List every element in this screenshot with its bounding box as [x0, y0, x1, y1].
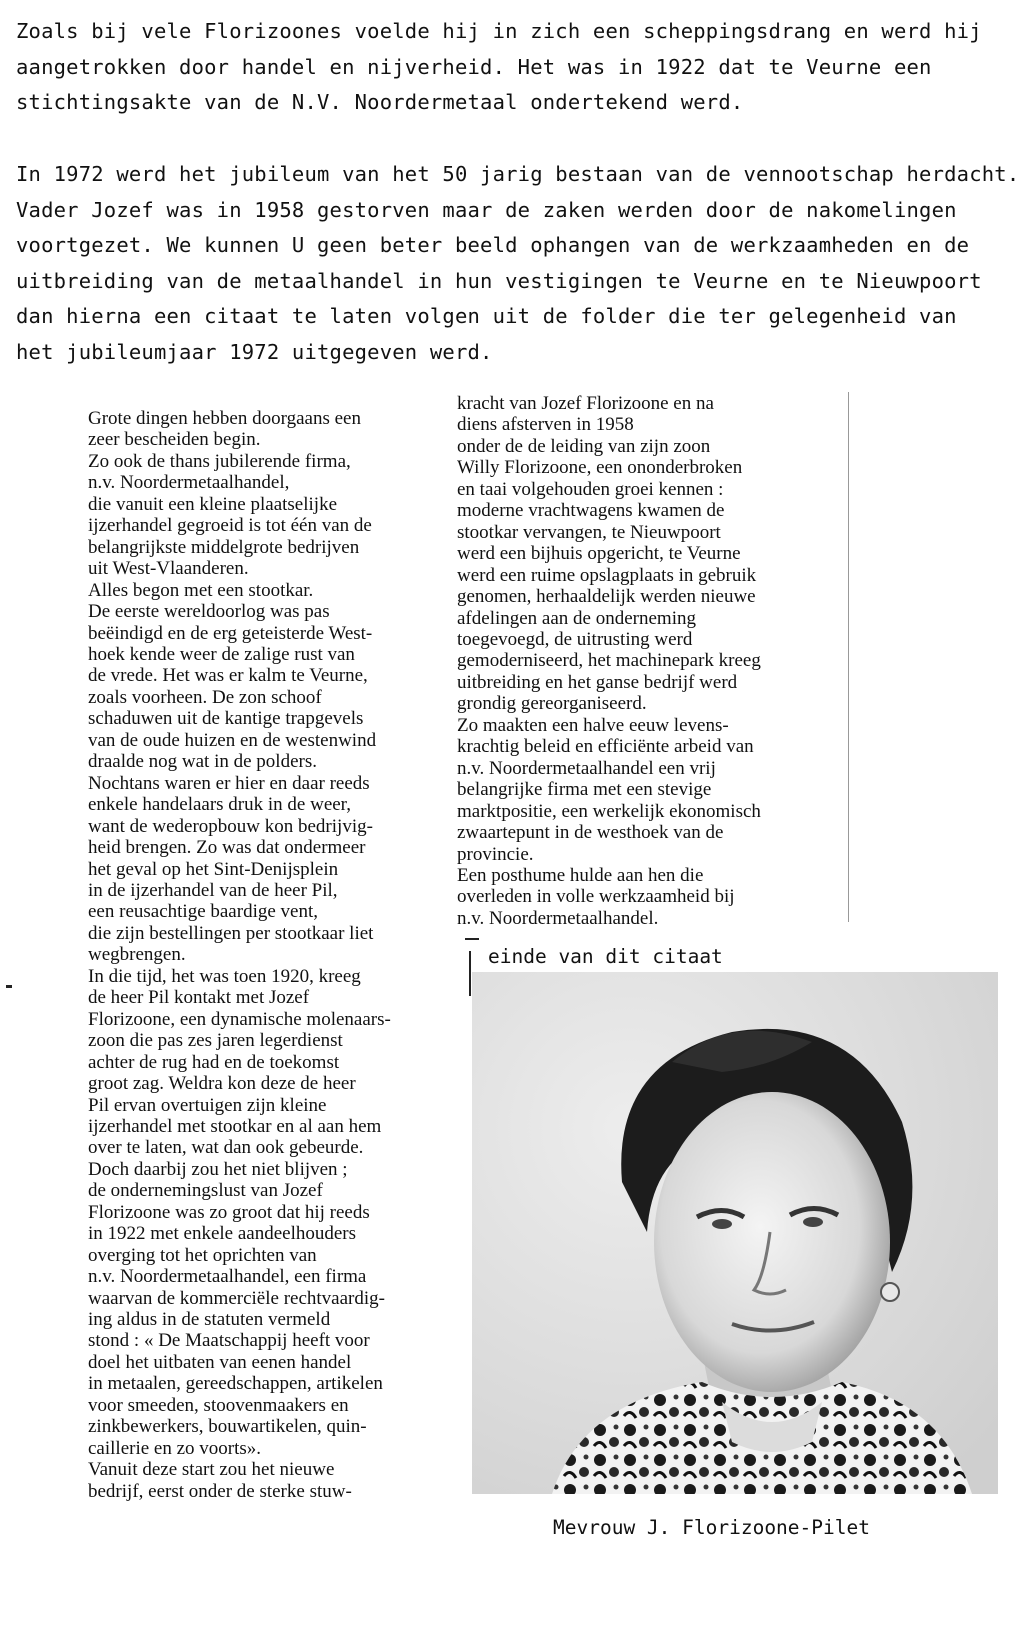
- intro-line: Vader Jozef was in 1958 gestorven maar de zaken werden door de nakomelingen: [16, 197, 957, 222]
- quote-line: uit West-Vlaanderen.: [88, 558, 249, 580]
- intro-line: voortgezet. We kunnen U geen beter beeld ophangen van de werkzaamheden en de: [16, 233, 970, 257]
- quote-line: beëindigd en de erg geteisterde West-: [88, 622, 373, 644]
- quote-line: n.v. Noordermetaalhandel,: [88, 472, 290, 494]
- quote-line: de vrede. Het was er kalm te Veurne,: [88, 665, 368, 687]
- quote-line: gemoderniseerd, het machinepark kreeg: [457, 650, 761, 672]
- quote-end-label: einde van dit citaat: [488, 945, 723, 968]
- quote-line: overleden in volle werkzaamheid bij: [457, 886, 735, 908]
- quote-line: enkele handelaars druk in de weer,: [88, 794, 352, 816]
- quote-line: zwaartepunt in de westhoek van de: [457, 822, 724, 844]
- quote-line: en taai volgehouden groei kennen :: [457, 478, 724, 500]
- quote-line: in de ijzerhandel van de heer Pil,: [88, 879, 338, 901]
- quote-line: groot zag. Weldra kon deze de heer: [88, 1073, 356, 1095]
- quote-line: n.v. Noordermetaalhandel.: [457, 907, 659, 929]
- quote-line: Vanuit deze start zou het nieuwe: [88, 1459, 335, 1481]
- quote-line: hoek kende weer de zalige rust van: [88, 643, 355, 665]
- quote-line: Doch daarbij zou het niet blijven ;: [88, 1158, 348, 1180]
- intro-line: Zoals bij vele Florizoones voelde hij in zich een scheppingsdrang en werd hij: [16, 19, 982, 43]
- quote-line: wegbrengen.: [88, 944, 186, 966]
- intro-line: uitbreiding van de metaalhandel in hun vestigingen te Veurne en te Nieuwpoort: [16, 268, 982, 293]
- quote-line: caillerie en zo voorts».: [88, 1437, 262, 1459]
- quote-line: Een posthume hulde aan hen die: [457, 864, 704, 886]
- quote-line: doel het uitbaten van eenen handel: [88, 1351, 352, 1373]
- quote-line: De eerste wereldoorlog was pas: [88, 601, 330, 623]
- quote-line: die zijn bestellingen per stootkaar liet: [88, 922, 374, 944]
- quote-line: moderne vrachtwagens kwamen de: [457, 500, 725, 522]
- quote-line: want de wederopbouw kon bedrijvig-: [88, 815, 373, 837]
- quote-line: zoon die pas zes jaren legerdienst: [88, 1030, 343, 1052]
- quote-line: zinkbewerkers, bouwartikelen, quin-: [88, 1416, 367, 1438]
- intro-line: het jubileumjaar 1972 uitgegeven werd.: [16, 339, 493, 364]
- quote-line: Zo maakten een halve eeuw levens-: [457, 714, 729, 736]
- quote-line: Zo ook de thans jubilerende firma,: [88, 450, 351, 472]
- quote-line: onder de de leiding van zijn zoon: [457, 435, 711, 457]
- quote-line: zoals voorheen. De zon schoof: [88, 686, 322, 708]
- quote-line: de heer Pil kontakt met Jozef: [88, 987, 310, 1009]
- quote-line: marktpositie, een werkelijk ekonomisch: [457, 800, 761, 822]
- quote-line: het geval op het Sint-Denijsplein: [88, 858, 339, 880]
- quote-line: overging tot het oprichten van: [88, 1244, 317, 1266]
- quote-line: n.v. Noordermetaalhandel een vrij: [457, 757, 716, 779]
- quote-line: Alles begon met een stootkar.: [88, 579, 314, 601]
- quote-line: Grote dingen hebben doorgaans een: [88, 408, 361, 429]
- quote-line: waarvan de kommerciële rechtvaardig-: [88, 1287, 385, 1309]
- quote-line: toegevoegd, de uitrusting werd: [457, 628, 693, 650]
- intro-line: dan hierna een citaat te laten volgen uit de folder die ter gelegenheid van: [16, 304, 957, 328]
- quote-line: afdelingen aan de onderneming: [457, 607, 696, 629]
- portrait-photo: [472, 972, 998, 1494]
- quote-end-dash: [465, 938, 479, 940]
- quote-line: In die tijd, het was toen 1920, kreeg: [88, 965, 361, 987]
- quote-left-column: [88, 408, 446, 1502]
- quote-line: werd een bijhuis opgericht, te Veurne: [457, 543, 741, 565]
- quote-line: provincie.: [457, 843, 534, 865]
- quote-line: belangrijkste middelgrote bedrijven: [88, 536, 360, 558]
- margin-mark: [6, 985, 12, 988]
- quote-line: over te laten, wat dan ook gebeurde.: [88, 1137, 364, 1159]
- quote-right-column: [457, 393, 817, 929]
- quote-line: grondig gereorganiseerd.: [457, 693, 647, 715]
- quote-line: Nochtans waren er hier en daar reeds: [88, 772, 370, 794]
- quote-line: diens afsterven in 1958: [457, 414, 634, 436]
- quote-line: krachtig beleid en efficiënte arbeid van: [457, 736, 754, 758]
- quote-line: draalde nog wat in de polders.: [88, 751, 317, 773]
- intro-paragraph-1: [16, 14, 1006, 121]
- quote-line: Willy Florizoone, een ononderbroken: [457, 457, 743, 479]
- quote-line: Pil ervan overtuigen zijn kleine: [88, 1094, 327, 1116]
- column-edge-line: [848, 392, 849, 922]
- quote-line: ijzerhandel gegroeid is tot één van de: [88, 515, 372, 537]
- quote-line: belangrijke firma met een stevige: [457, 779, 712, 801]
- quote-line: werd een ruime opslagplaats in gebruik: [457, 564, 757, 586]
- quote-line: in metaalen, gereedschappen, artikelen: [88, 1373, 383, 1395]
- intro-line: aangetrokken door handel en nijverheid. Het was in 1922 dat te Veurne een: [16, 54, 932, 79]
- quote-line: zeer bescheiden begin.: [88, 429, 261, 451]
- quote-line: Florizoone was zo groot dat hij reeds: [88, 1201, 370, 1223]
- quote-line: stootkar vervangen, te Nieuwpoort: [457, 521, 721, 543]
- quote-line: Florizoone, een dynamische molenaars-: [88, 1008, 391, 1030]
- quote-line: uitbreiding en het ganse bedrijf werd: [457, 671, 738, 693]
- quote-line: n.v. Noordermetaalhandel, een firma: [88, 1266, 367, 1288]
- quote-line: ing aldus in de statuten vermeld: [88, 1309, 331, 1331]
- quote-line: een reusachtige baardige vent,: [88, 901, 318, 923]
- quote-line: stond : « De Maatschappij heeft voor: [88, 1330, 370, 1352]
- quote-line: in 1922 met enkele aandeelhouders: [88, 1223, 357, 1245]
- quote-line: genomen, herhaaldelijk werden nieuwe: [457, 586, 756, 608]
- quote-line: die vanuit een kleine plaatselijke: [88, 493, 338, 515]
- quote-line: de ondernemingslust van Jozef: [88, 1180, 323, 1202]
- quote-line: bedrijf, eerst onder de sterke stuw-: [88, 1480, 352, 1502]
- quote-line: heid brengen. Zo was dat ondermeer: [88, 837, 366, 859]
- photo-caption: Mevrouw J. Florizoone-Pilet: [553, 1516, 870, 1539]
- quote-end-bar: [469, 951, 471, 996]
- intro-paragraph-2: [16, 157, 1020, 370]
- quote-line: kracht van Jozef Florizoone en na: [457, 393, 714, 414]
- quote-line: ijzerhandel met stootkar en al aan hem: [88, 1115, 382, 1137]
- quote-line: achter de rug had en de toekomst: [88, 1051, 340, 1073]
- quote-line: voor smeeden, stoovenmaakers en: [88, 1394, 349, 1416]
- quote-line: schaduwen uit de kantige trapgevels: [88, 708, 364, 730]
- quote-line: van de oude huizen en de westenwind: [88, 729, 377, 751]
- intro-line: In 1972 werd het jubileum van het 50 jarig bestaan van de vennootschap herdacht.: [16, 162, 1020, 186]
- intro-line: stichtingsakte van de N.V. Noordermetaal ondertekend werd.: [16, 90, 744, 114]
